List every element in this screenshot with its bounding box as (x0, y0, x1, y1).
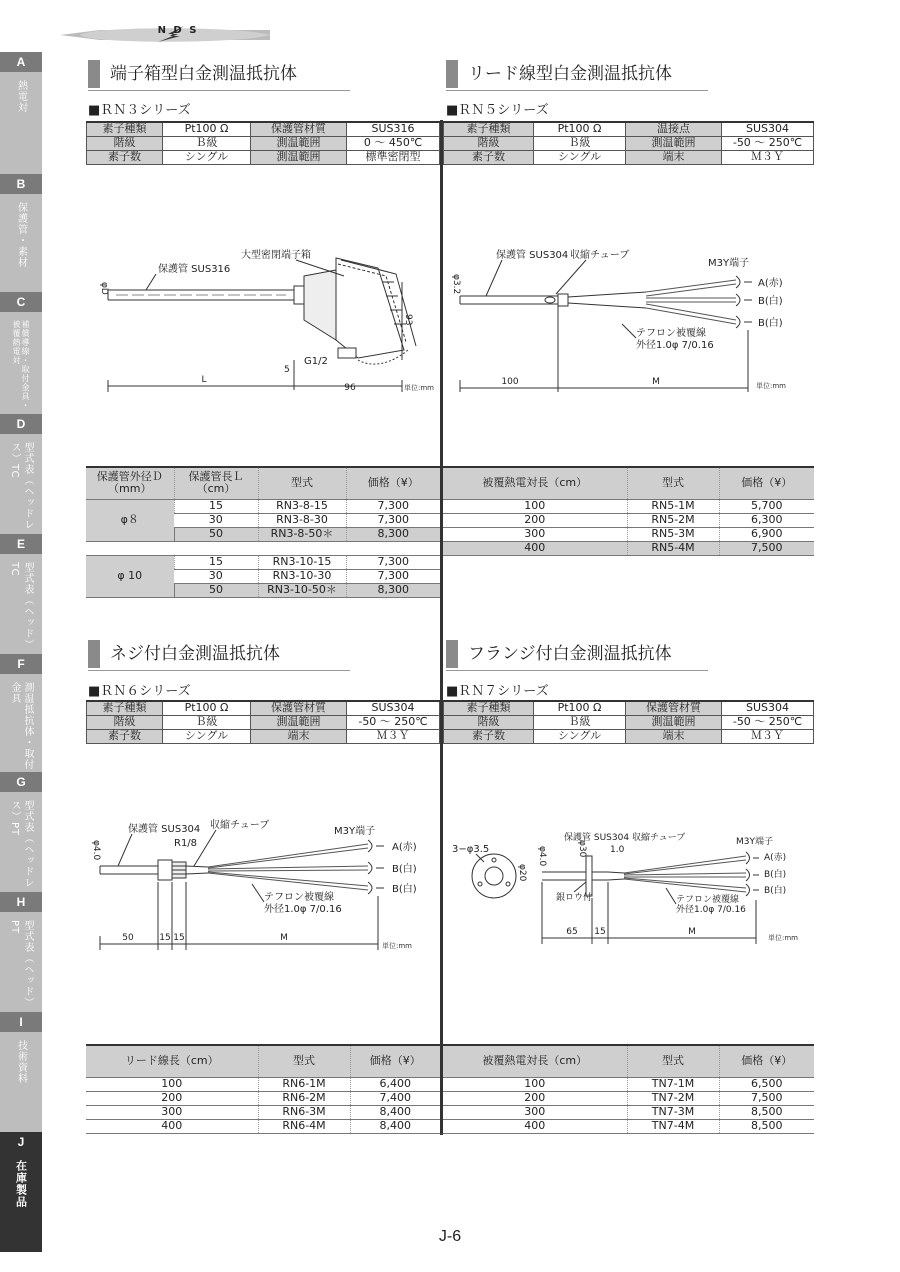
dia-label: φD (99, 282, 109, 295)
tab-letter: G (0, 772, 42, 792)
tab-label: 技術資料 (15, 1040, 27, 1084)
svg-text:保護管 SUS304: 保護管 SUS304 (496, 250, 569, 261)
table-row: 400 RN6-4M 8,400 (86, 1119, 440, 1133)
svg-text:50: 50 (122, 933, 134, 943)
table-row: φ８ 15 RN3-8-15 7,300 (86, 499, 440, 513)
rn6-series: ■ＲＮ６シリーズ (88, 684, 191, 699)
tab-label: 測温抵抗体・取付金具 (9, 682, 33, 770)
svg-text:15: 15 (594, 927, 606, 937)
tab-label: 在庫製品 (14, 1160, 28, 1208)
table-row: 200 RN5-2M 6,300 (443, 513, 814, 527)
svg-text:単位:mm: 単位:mm (756, 382, 786, 390)
svg-text:93: 93 (403, 314, 413, 326)
rn5-price-table: 被覆熱電対長（cm） 型式 価格（¥） 100 RN5-1M 5,700 200 RN5-2M 6,300 300 RN5-3M 6,900 400 RN5-4M 7,500 (443, 466, 814, 556)
svg-text:収縮チューブ: 収縮チューブ (632, 833, 686, 843)
svg-text:外径1.0φ 7/0.16: 外径1.0φ 7/0.16 (264, 904, 342, 915)
svg-text:A(赤): A(赤) (764, 853, 787, 863)
rn6-diagram (88, 810, 438, 960)
svg-text:R1/8: R1/8 (174, 838, 198, 849)
rn3-series: ■ＲＮ３シリーズ (88, 103, 191, 118)
svg-text:B(白): B(白) (758, 318, 783, 329)
rn5-spec-table: 素子種類 Pt100 Ω 温接点 SUS304 階級 Ｂ級 測温範囲 -50 ～ 250℃ 素子数 シングル 端末 Ｍ３Ｙ (443, 121, 814, 165)
page-number: J-6 (438, 1228, 462, 1245)
table-row: φ 10 15 RN3-10-15 7,300 (86, 555, 440, 569)
rn5-title: リード線型白金測温抵抗体 (446, 60, 672, 88)
tab-label: 保護管・素材 (15, 202, 27, 268)
tab-letter: E (0, 534, 42, 554)
svg-text:M: M (280, 933, 288, 943)
tab-letter: C (0, 292, 42, 312)
rn5-diagram (446, 240, 812, 400)
svg-text:単位:mm: 単位:mm (382, 942, 412, 950)
svg-text:B(白): B(白) (392, 884, 417, 895)
tab-label: 熱電対 (15, 80, 27, 113)
svg-text:M: M (652, 377, 660, 387)
svg-text:銀ロウ付: 銀ロウ付 (556, 893, 593, 903)
svg-text:φ20: φ20 (517, 864, 527, 882)
svg-text:3−φ3.5: 3−φ3.5 (452, 844, 490, 855)
svg-text:φ4.0: φ4.0 (537, 846, 547, 867)
tab-label: 型式表（ヘッドレス）TC (9, 442, 33, 530)
table-row: 400 RN5-4M 7,500 (443, 541, 814, 555)
svg-text:15: 15 (173, 933, 185, 943)
svg-text:M3Y端子: M3Y端子 (708, 258, 750, 269)
table-row: 30 RN3-10-30 7,300 (86, 569, 440, 583)
table-row: 100 RN6-1M 6,400 (86, 1077, 440, 1091)
rn3-spec-table: 素子種類 Pt100 Ω 保護管材質 SUS316 階級 Ｂ級 測温範囲 0 ～ 450℃ 素子数 シングル 測温範囲 標準密閉型 (86, 121, 440, 165)
svg-text:外径1.0φ 7/0.16: 外径1.0φ 7/0.16 (676, 905, 746, 915)
tube-label: 保護管 SUS316 (158, 264, 231, 275)
table-row: 100 RN5-1M 5,700 (443, 499, 814, 513)
svg-text:外径1.0φ 7/0.16: 外径1.0φ 7/0.16 (636, 340, 714, 351)
svg-text:M3Y端子: M3Y端子 (334, 826, 376, 837)
svg-text:φ4.0: φ4.0 (91, 840, 101, 861)
svg-text:テフロン被覆線: テフロン被覆線 (676, 895, 740, 905)
svg-text:B(白): B(白) (764, 870, 787, 880)
tab-label: 補償導線・取付金具・被覆熱電対 (12, 320, 30, 410)
rn7-title: フランジ付白金測温抵抗体 (446, 640, 672, 668)
tab-label: 型式表（ヘッド）PT (9, 920, 33, 1008)
table-row: 50 RN3-10-50＊ 8,300 (86, 583, 440, 597)
rn3-title: 端子箱型白金測温抵抗体 (88, 60, 297, 88)
table-row: 200 TN7-2M 7,500 (443, 1091, 814, 1105)
svg-text:収縮チューブ: 収縮チューブ (210, 820, 270, 831)
table-row: 300 RN5-3M 6,900 (443, 527, 814, 541)
table-row: 400 TN7-4M 8,500 (443, 1119, 814, 1133)
rn7-diagram (446, 820, 812, 950)
table-row: 200 RN6-2M 7,400 (86, 1091, 440, 1105)
svg-text:100: 100 (501, 377, 519, 387)
svg-text:A(赤): A(赤) (758, 278, 783, 289)
svg-text:A(赤): A(赤) (392, 842, 417, 853)
rn3-price-table: 保護管外径Ｄ（mm） 保護管長Ｌ（cm） 型式 価格（¥） φ８ 15 RN3-8-15 7,300 30 RN3-8-30 7,300 50 RN3-8-50＊ 8,300 φ 10 15 RN3-10-15 7,300 30 RN3-10-30 7,300 50 RN3-10-50＊ 8,300 (86, 466, 440, 598)
tab-letter: H (0, 892, 42, 912)
table-row: 300 TN7-3M 8,500 (443, 1105, 814, 1119)
logo-text: N D S (157, 25, 199, 36)
tab-letter: A (0, 52, 42, 72)
rn6-spec-table: 素子種類 Pt100 Ω 保護管材質 SUS304 階級 Ｂ級 測温範囲 -50 ～ 250℃ 素子数 シングル 端末 Ｍ３Ｙ (86, 700, 440, 744)
svg-text:収縮チューブ: 収縮チューブ (570, 250, 630, 261)
svg-text:M3Y端子: M3Y端子 (736, 837, 773, 847)
svg-text:B(白): B(白) (764, 886, 787, 896)
box-label: 大型密閉端子箱 (241, 250, 311, 261)
tab-label: 型式表（ヘッドレス）PT (9, 800, 33, 888)
tab-letter: F (0, 654, 42, 674)
svg-text:65: 65 (566, 927, 578, 937)
table-row: 100 TN7-1M 6,500 (443, 1077, 814, 1091)
dim-96: 96 (344, 383, 356, 393)
svg-text:保護管 SUS304: 保護管 SUS304 (564, 833, 630, 843)
svg-text:M: M (688, 927, 696, 937)
dim-5: 5 (284, 365, 290, 375)
index-tabs (0, 52, 42, 1252)
svg-text:B(白): B(白) (392, 864, 417, 875)
rn3-diagram (86, 230, 438, 410)
svg-text:B(白): B(白) (758, 296, 783, 307)
svg-text:保護管 SUS304: 保護管 SUS304 (128, 824, 201, 835)
svg-text:1.0: 1.0 (610, 845, 625, 855)
rn5-series: ■ＲＮ５シリーズ (446, 103, 549, 118)
rn6-title: ネジ付白金測温抵抗体 (88, 640, 280, 668)
table-row: 30 RN3-8-30 7,300 (86, 513, 440, 527)
table-row: 50 RN3-8-50＊ 8,300 (86, 527, 440, 541)
thread-label: G1/2 (304, 356, 328, 367)
unit-label: 単位:mm (404, 384, 434, 392)
tab-letter: J (0, 1132, 42, 1152)
rn7-series: ■ＲＮ７シリーズ (446, 684, 549, 699)
column-divider (440, 120, 443, 1135)
tab-label: 型式表（ヘッド）TC (9, 562, 33, 650)
dim-l: L (201, 375, 207, 385)
svg-text:φ3.2: φ3.2 (451, 274, 461, 295)
svg-text:テフロン被覆線: テフロン被覆線 (636, 328, 706, 339)
svg-text:単位:mm: 単位:mm (768, 934, 798, 942)
rn6-price-table: リード線長（cm） 型式 価格（¥） 100 RN6-1M 6,400 200 RN6-2M 7,400 300 RN6-3M 8,400 400 RN6-4M 8,400 (86, 1044, 440, 1134)
rn7-spec-table: 素子種類 Pt100 Ω 保護管材質 SUS304 階級 Ｂ級 測温範囲 -50 ～ 250℃ 素子数 シングル 端末 Ｍ３Ｙ (443, 700, 814, 744)
rn7-price-table: 被覆熱電対長（cm） 型式 価格（¥） 100 TN7-1M 6,500 200 TN7-2M 7,500 300 TN7-3M 8,500 400 TN7-4M 8,500 (443, 1044, 814, 1134)
svg-text:テフロン被覆線: テフロン被覆線 (264, 892, 334, 903)
svg-text:φ30: φ30 (577, 840, 587, 858)
tab-letter: I (0, 1012, 42, 1032)
table-row: 300 RN6-3M 8,400 (86, 1105, 440, 1119)
tab-letter: B (0, 174, 42, 194)
nds-logo (60, 24, 270, 46)
tab-letter: D (0, 414, 42, 434)
svg-text:15: 15 (159, 933, 171, 943)
